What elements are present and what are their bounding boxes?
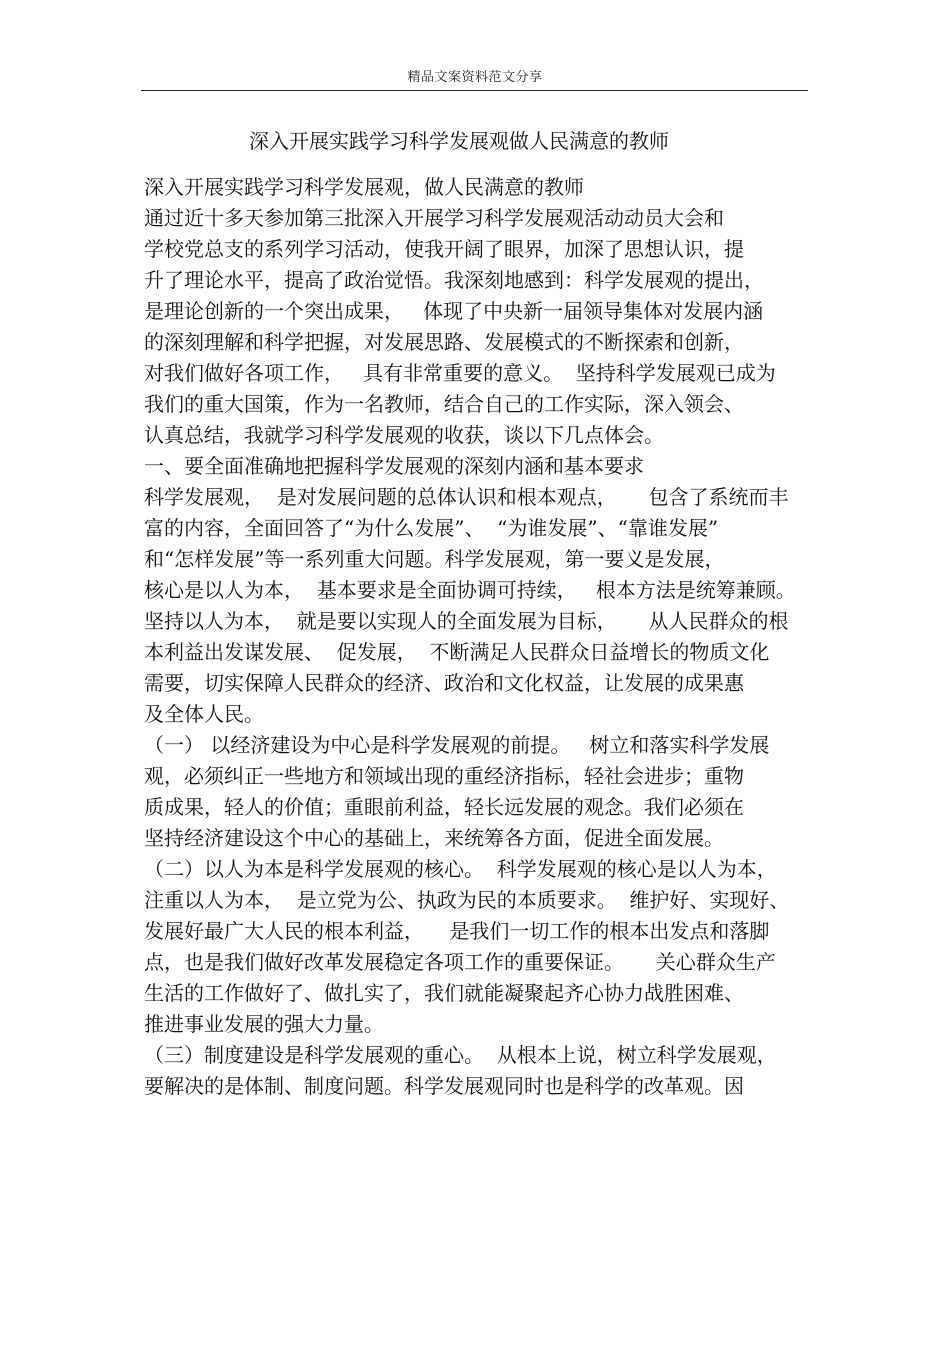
body-line: 及全体人民。 xyxy=(144,702,264,726)
body-line: 需要，切实保障人民群众的经济、政治和文化权益，让发展的成果惠 xyxy=(144,671,744,695)
subsection-line: （三）制度建设是科学发展观的重心。 从根本上说，树立科学发展观， xyxy=(144,1043,777,1067)
body-line: 的深刻理解和科学把握，对发展思路、发展模式的不断探索和创新， xyxy=(144,330,744,354)
body-line: 质成果，轻人的价值；重眼前利益，轻长远发展的观念。我们必须在 xyxy=(144,795,744,819)
body-line: 科学发展观， 是对发展问题的总体认识和根本观点， 包含了系统而丰 xyxy=(144,485,789,509)
page-header-text: 精品文案资料范文分享 xyxy=(407,70,543,85)
body-line: 坚持以人为本， 就是要以实现人的全面发展为目标， 从人民群众的根 xyxy=(144,609,789,633)
body-line: 是理论创新的一个突出成果， 体现了中央新一届领导集体对发展内涵 xyxy=(144,299,764,323)
body-line: 深入开展实践学习科学发展观，做人民满意的教师 xyxy=(144,175,584,199)
body-line: 升了理论水平，提高了政治觉悟。我深刻地感到：科学发展观的提出， xyxy=(144,268,764,292)
body-line: 观，必须纠正一些地方和领域出现的重经济指标，轻社会进步；重物 xyxy=(144,764,744,788)
body-line: 推进事业发展的强大力量。 xyxy=(144,1012,384,1036)
body-line: 核心是以人为本， 基本要求是全面协调可持续， 根本方法是统筹兼顾。 xyxy=(144,578,796,602)
header-divider xyxy=(141,90,808,91)
body-line: 对我们做好各项工作， 具有非常重要的意义。 坚持科学发展观已成为 xyxy=(144,361,776,385)
body-line: 通过近十多天参加第三批深入开展学习科学发展观活动动员大会和 xyxy=(144,206,724,230)
subsection-line: （二）以人为本是科学发展观的核心。 科学发展观的核心是以人为本， xyxy=(144,857,777,881)
body-line: 要解决的是体制、制度问题。科学发展观同时也是科学的改革观。因 xyxy=(144,1074,744,1098)
subsection-line: （一） 以经济建设为中心是科学发展观的前提。 树立和落实科学发展 xyxy=(144,733,770,757)
body-line: 生活的工作做好了、做扎实了，我们就能凝聚起齐心协力战胜困难、 xyxy=(144,981,744,1005)
body-line: 认真总结，我就学习科学发展观的收获，谈以下几点体会。 xyxy=(144,423,664,447)
body-line: 注重以人为本， 是立党为公、执政为民的本质要求。 维护好、实现好、 xyxy=(144,888,790,912)
body-line: 坚持经济建设这个中心的基础上，来统筹各方面，促进全面发展。 xyxy=(144,826,724,850)
body-line: 和“怎样发展”等一系列重大问题。科学发展观，第一要义是发展， xyxy=(144,547,725,571)
body-line: 发展好最广大人民的根本利益， 是我们一切工作的根本出发点和落脚 xyxy=(144,919,770,943)
body-line: 点，也是我们做好改革发展稳定各项工作的重要保证。 关心群众生产 xyxy=(144,950,776,974)
document-title: 深入开展实践学习科学发展观做人民满意的教师 xyxy=(249,129,669,153)
body-line: 富的内容，全面回答了“为什么发展”、 “为谁发展”、“靠谁发展” xyxy=(144,516,719,540)
body-line: 本利益出发谋发展、 促发展， 不断满足人民群众日益增长的物质文化 xyxy=(144,640,770,664)
section-heading: 一、要全面准确地把握科学发展观的深刻内涵和基本要求 xyxy=(144,454,644,478)
document-body xyxy=(144,172,824,1102)
body-line: 学校党总支的系列学习活动，使我开阔了眼界，加深了思想认识，提 xyxy=(144,237,744,261)
body-line: 我们的重大国策，作为一名教师，结合自己的工作实际，深入领会、 xyxy=(144,392,744,416)
